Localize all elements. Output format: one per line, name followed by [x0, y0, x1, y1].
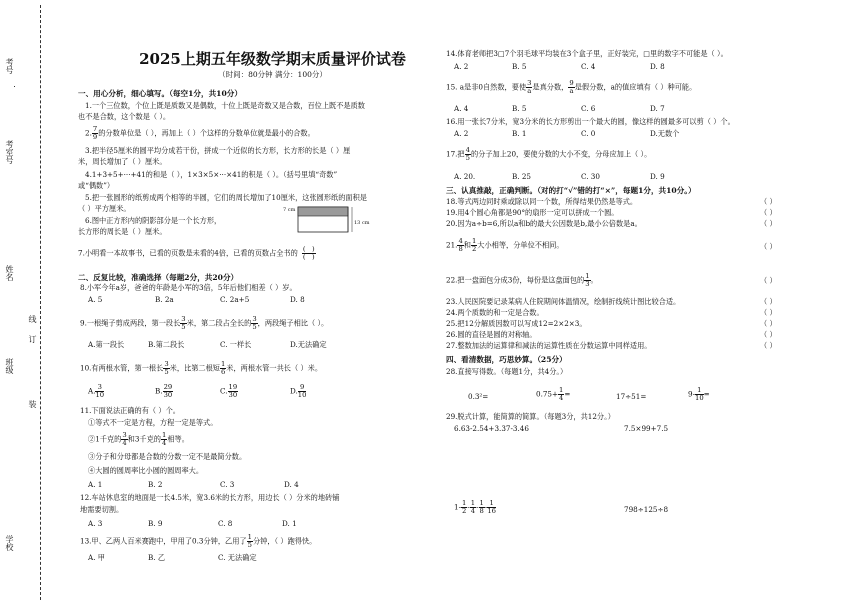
q13-opt-b: B. 乙	[148, 553, 166, 562]
q16-opt-b: B. 1	[512, 129, 527, 138]
q11-opt-d: D. 4	[284, 480, 299, 489]
calc-2: 0.75+ $\frac{1}{4}$ =	[536, 386, 571, 402]
q13-opt-a: A. 甲	[88, 553, 105, 562]
q18: 18.等式两边同时乘或除以同一个数，所得结果仍然是等式。	[446, 197, 638, 206]
q9-opt-d: D.无法确定	[290, 340, 327, 349]
dim-13cm: 13 cm	[354, 220, 370, 226]
q11: 11.下面说法正确的有（ ）个。	[80, 406, 180, 415]
q12-opt-c: C. 8	[218, 519, 233, 528]
q25-answer-paren: （ ）	[760, 319, 777, 328]
q22: 22.把一盘面包分成3份，每份是这盘面包的 $\frac{1}{3}$ 。	[446, 272, 598, 288]
q14-opt-c: C. 4	[581, 62, 596, 71]
q17-opt-a: A. 20.	[454, 172, 476, 181]
q12-line1: 12.车站休息室的地面是一长4.5米，宽3.6米的长方形，用边长（ ）分米的地砖铺	[80, 493, 340, 502]
q11-statement-2: ②1千克的 $\frac{3}{4}$ 和3千克的 $\frac{1}{4}$ 相等。	[88, 431, 189, 447]
q15-opt-d: D. 7	[650, 104, 665, 113]
q25: 25.把12分解质因数可以写成12=2×2×3。	[446, 319, 587, 328]
q11-statement-3: ③分子和分母都是合数的分数一定不是最简分数。	[88, 452, 247, 461]
label-bind: 订	[28, 335, 37, 343]
q27: 27.整数加法的运算律和减法的运算性质在分数运算中同样适用。	[446, 341, 652, 350]
section-4-heading: 四、看清数据，巧思妙算。（25分）	[446, 355, 567, 364]
section-3-heading: 三、认真推敲，正确判断。（对的打“√”错的打“×”，每题1分，共10分。）	[446, 186, 696, 195]
q1-line1: 1.一个三位数，个位上既是质数又是偶数，十位上既是奇数又是合数，百位上既不是质数	[85, 101, 365, 110]
q8-opt-a: A. 5	[88, 295, 103, 304]
q1-line2: 也不是合数，这个数是（ ）。	[78, 112, 171, 121]
q10: 10.有两根水管，第一根长 $\frac{3}{5}$ 米，比第二根短 $\frac{1}{6}$ 米，两根水管一共长（ ）米。	[80, 360, 323, 376]
q18-answer-paren: （ ）	[760, 197, 777, 206]
q13: 13.甲、乙两人百米赛跑中，甲用了0.3分钟，乙用了 $\frac{1}{5}$ 分钟，（ ）跑得快。	[80, 533, 317, 549]
q17: 17.把 $\frac{4}{5}$ 的分子加上20，要使分数的大小不变，分母应加上（ ）。	[446, 146, 652, 162]
q16-opt-c: C. 0	[581, 129, 596, 138]
q23-answer-paren: （ ）	[760, 297, 777, 306]
q7: 7.小明看一本故事书，已看的页数是未看的4倍，已看的页数占全书的 $\frac{( )}{( )}$	[78, 245, 315, 261]
q5-line2: （ ）平方厘米。	[78, 204, 131, 213]
q22-answer-paren: （ ）	[760, 276, 777, 285]
q10-opt-d: D. $\frac{9}{10}$	[290, 383, 307, 399]
calc-6: 7.5×99+7.5	[624, 424, 669, 433]
q17-opt-b: B. 25	[512, 172, 531, 181]
q29: 29.脱式计算，能简算的简算。（每题3分，共12分。）	[446, 412, 615, 421]
q16-opt-a: A. 2	[454, 129, 469, 138]
q8-opt-d: D. 8	[290, 295, 305, 304]
dim-7cm: 7 cm	[283, 207, 296, 213]
q16: 16.用一张长7分米，宽3分米的长方形剪出一个最大的圆，像这样的圆最多可以剪（ ）个。	[446, 117, 735, 126]
q2: 2. $\frac{7}{9}$ 的分数单位是（ ），再加上（ ）个这样的分数单位就是最小的合数。	[85, 125, 315, 141]
q9-opt-b: B.第二段长	[148, 340, 185, 349]
binding-line	[40, 5, 41, 600]
q11-statement-1: ①等式不一定是方程，方程一定是等式。	[88, 418, 218, 427]
exam-subtitle: （时间：80分钟 满分：100分）	[218, 70, 327, 79]
label-staple: 装	[28, 400, 37, 408]
q10-opt-c: C. $\frac{19}{30}$	[220, 383, 238, 399]
q4-line2: 或“偶数”）	[78, 181, 115, 190]
q8-opt-b: B. 2a	[155, 295, 174, 304]
q28: 28.直接写得数。（每题1分，共4分。）	[446, 367, 568, 376]
label-school: 学校	[5, 535, 14, 551]
q26-answer-paren: （ ）	[760, 330, 777, 339]
q10-opt-a: A. $\frac{3}{10}$	[88, 383, 105, 399]
q12-opt-b: B. 9	[148, 519, 163, 528]
section-2-heading: 二、反复比较，准确选择（每题2分，共20分）	[78, 273, 239, 282]
q11-opt-b: B. 2	[148, 480, 163, 489]
q10-opt-b: B. $\frac{29}{30}$	[155, 383, 173, 399]
q21: 21. $\frac{4}{8}$ 和 $\frac{1}{2}$ 大小相等，分单位不相同。	[446, 237, 564, 253]
q19: 19.用4个圆心角都是90°的扇形一定可以拼成一个圆。	[446, 208, 619, 217]
q24: 24.两个质数的和一定是合数。	[446, 308, 544, 317]
calc-3: 17÷51=	[616, 392, 647, 401]
q26: 26.圆的直径是圆的对称轴。	[446, 330, 537, 339]
q17-opt-c: C. 30	[581, 172, 600, 181]
calc-5: 6.63-2.54+3.37-3.46	[454, 424, 529, 433]
q14-opt-a: A. 2	[454, 62, 469, 71]
q27-answer-paren: （ ）	[760, 341, 777, 350]
q4-line1: 4.1+3+5+···+41的和是（ ），1×3×5×···×41的积是（ ）。（括号里填“奇数”	[85, 170, 338, 179]
label-exam-number: 考号	[5, 58, 14, 74]
section-1-heading: 一、用心分析，细心填写。（每空1分，共10分）	[78, 89, 242, 98]
q6-line2: 长方形的周长是（ ）厘米。	[78, 227, 167, 236]
q14-opt-b: B. 5	[512, 62, 527, 71]
q9-opt-c: C. 一样长	[220, 340, 252, 349]
q13-opt-c: C. 无法确定	[218, 553, 257, 562]
calc-1: 0.3²=	[468, 392, 489, 401]
q15: 15. a是非0自然数，要使 $\frac{3}{a}$ 是真分数， $\frac{9}{a}$ 是假分数，a的值应填有（ ）种可能。	[446, 79, 697, 95]
q9: 9.一根绳子剪成两段，第一段长 $\frac{3}{5}$ 米，第二段占全长的 $\frac{3}{5}$ ，两段绳子相比（ ）。	[80, 315, 329, 331]
exam-title: 2025上期五年级数学期末质量评价试卷	[139, 50, 406, 68]
q3-line2: 米，周长增加了（ ）厘米。	[78, 157, 167, 166]
calc-8: 798÷125÷8	[624, 505, 669, 514]
q23: 23.人民医院要记录某病人住院期间体温情况，绘制折线统计图比较合适。	[446, 297, 681, 306]
q6-line1: 6.图中正方形内的阴影部分是一个长方形，	[85, 216, 222, 225]
label-room-number: 考室号	[5, 140, 14, 164]
q5-line1: 5.把一张圆形的纸剪成两个相等的半圆，它们的周长增加了10厘米，这张圆形纸的面积是	[85, 193, 367, 202]
q24-answer-paren: （ ）	[760, 308, 777, 317]
q15-opt-b: B. 5	[512, 104, 527, 113]
q15-opt-c: C. 6	[581, 104, 596, 113]
calc-7-fraction-chain: 1- $\frac{1}{2}$ - $\frac{1}{4}$ - $\frac{1}{8}$ - $\frac{1}{16}$	[454, 499, 496, 515]
q12-opt-a: A. 3	[88, 519, 103, 528]
q11-opt-a: A. 1	[88, 480, 103, 489]
q14-opt-d: D. 8	[650, 62, 665, 71]
q9-opt-a: A.第一段长	[88, 340, 125, 349]
q16-opt-d: D.无数个	[650, 129, 680, 138]
q14: 14.体育老师把3□7个羽毛球平均装在3个盒子里，正好装完，□里的数字不可能是（ ）。	[446, 49, 728, 58]
q11-opt-c: C. 3	[220, 480, 235, 489]
q20-answer-paren: （ ）	[760, 219, 777, 228]
q21-answer-paren: （ ）	[760, 242, 777, 251]
q17-opt-d: D. 9	[650, 172, 665, 181]
q8-opt-c: C. 2a+5	[220, 295, 250, 304]
label-class: 班级	[5, 358, 14, 374]
q15-opt-a: A. 4	[454, 104, 469, 113]
q8: 8.小军今年a岁，爸爸的年龄是小军的3倍，5年后他们相差（ ）岁。	[80, 283, 297, 292]
q12-line2: 地需要切割。	[80, 505, 124, 514]
q3-line1: 3.把半径5厘米的圆平均分成若干份，拼成一个近似的长方形，长方形的长是（ ）厘	[85, 146, 351, 155]
q20: 20.因为a÷b=6,所以a和b的最大公因数是b,最小公倍数是a。	[446, 219, 642, 228]
q12-opt-d: D. 1	[282, 519, 297, 528]
q11-statement-4: ④大圆的圆周率比小圆的圆周率大。	[88, 466, 204, 475]
label-name: 姓名	[5, 265, 14, 281]
q19-answer-paren: （ ）	[760, 208, 777, 217]
label-line: 线	[28, 315, 37, 323]
calc-4: 9- $\frac{1}{10}$ =	[688, 386, 710, 402]
